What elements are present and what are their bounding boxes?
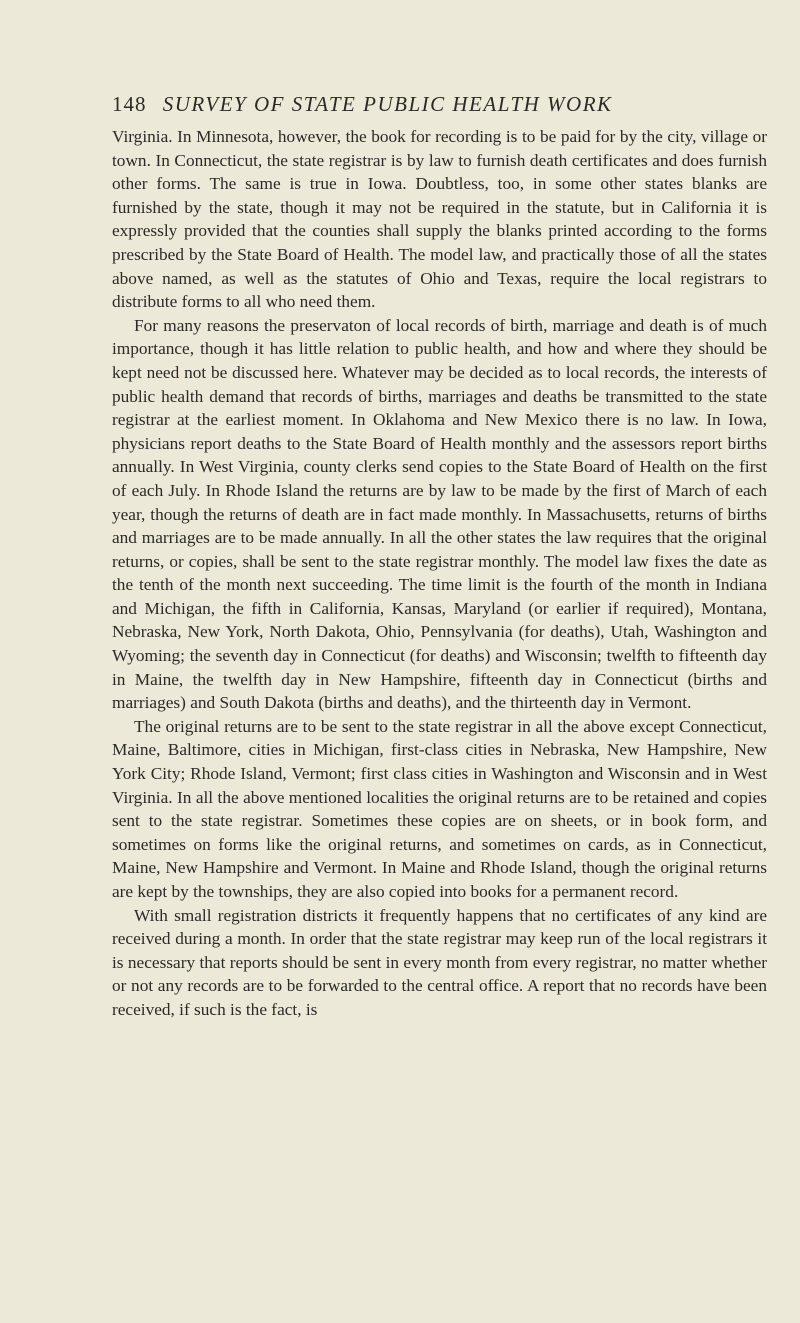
running-header <box>112 92 740 117</box>
running-title: SURVEY OF STATE PUBLIC HEALTH WORK <box>162 92 613 116</box>
paragraph-3: The original returns are to be sent to the state registrar in all the above except Connecticut, Maine, Baltimore, cities in Michigan, first-class cities in Nebraska, New Hampshire, New York City; Rhode Island, Vermont; first class cities in Washington and Wisconsin and in West Virginia. In all the above mentioned localities the original returns are to be retained and copies sent to the state registrar. Sometimes these copies are on sheets, or in book form, and sometimes on forms like the original returns, and sometimes on cards, as in Connecticut, Maine, New Hampshire and Vermont. In Maine and Rhode Island, though the original returns are kept by the townships, they are also copied into books for a permanent record. <box>112 716 767 901</box>
paragraph-4: With small registration districts it frequently happens that no certificates of any kind are received during a month. In order that the state registrar may keep run of the local registrars it is necessary that reports should be sent in every month from every registrar, no matter whether or not any records are to be forwarded to the central office. A report that no records have been received, if such is the fact, is <box>112 905 767 1019</box>
paragraph-2: For many reasons the preservaton of local records of birth, marriage and death is of much importance, though it has little relation to public health, and how and where they should be kept need not be discussed here. Whatever may be decided as to local records, the interests of public health demand that records of births, marriages and deaths be transmitted to the state registrar at the earliest moment. In Oklahoma and New Mexico there is no law. In Iowa, physicians report deaths to the State Board of Health monthly and the assessors report births annually. In West Virginia, county clerks send copies to the State Board of Health on the first of each July. In Rhode Island the returns are by law to be made by the first of March of each year, though the returns of death are in fact made monthly. In Massachusetts, returns of births and marriages are to be made annually. In all the other states the law requires that the original returns, or copies, shall be sent to the state registrar monthly. The model law fixes the date as the tenth of the month next succeeding. The time limit is the fourth of the month in Indiana and Michigan, the fifth in California, Kansas, Maryland (or earlier if required), Montana, Nebraska, New York, North Dakota, Ohio, Pennsylvania (for deaths), Utah, Washington and Wyoming; the seventh day in Connecticut (for deaths) and Wisconsin; twelfth to fifteenth day in Maine, the twelfth day in New Hampshire, fifteenth day in Connecticut (births and marriages) and South Dakota (births and deaths), and the thirteenth day in Vermont. <box>112 315 767 713</box>
page-number: 148 <box>112 92 147 116</box>
body-text <box>112 125 767 1022</box>
paragraph-1: Virginia. In Minnesota, however, the book for recording is to be paid for by the city, village or town. In Connecticut, the state registrar is by law to furnish death certificates and does furnish other forms. The same is true in Iowa. Doubtless, too, in some other states blanks are furnished by the state, though it may not be required in the statute, but in California it is expressly provided that the counties shall supply the blanks printed according to the forms prescribed by the State Board of Health. The model law, and practically those of all the states above named, as well as the statutes of Ohio and Texas, require the local registrars to distribute forms to all who need them. <box>112 127 767 312</box>
